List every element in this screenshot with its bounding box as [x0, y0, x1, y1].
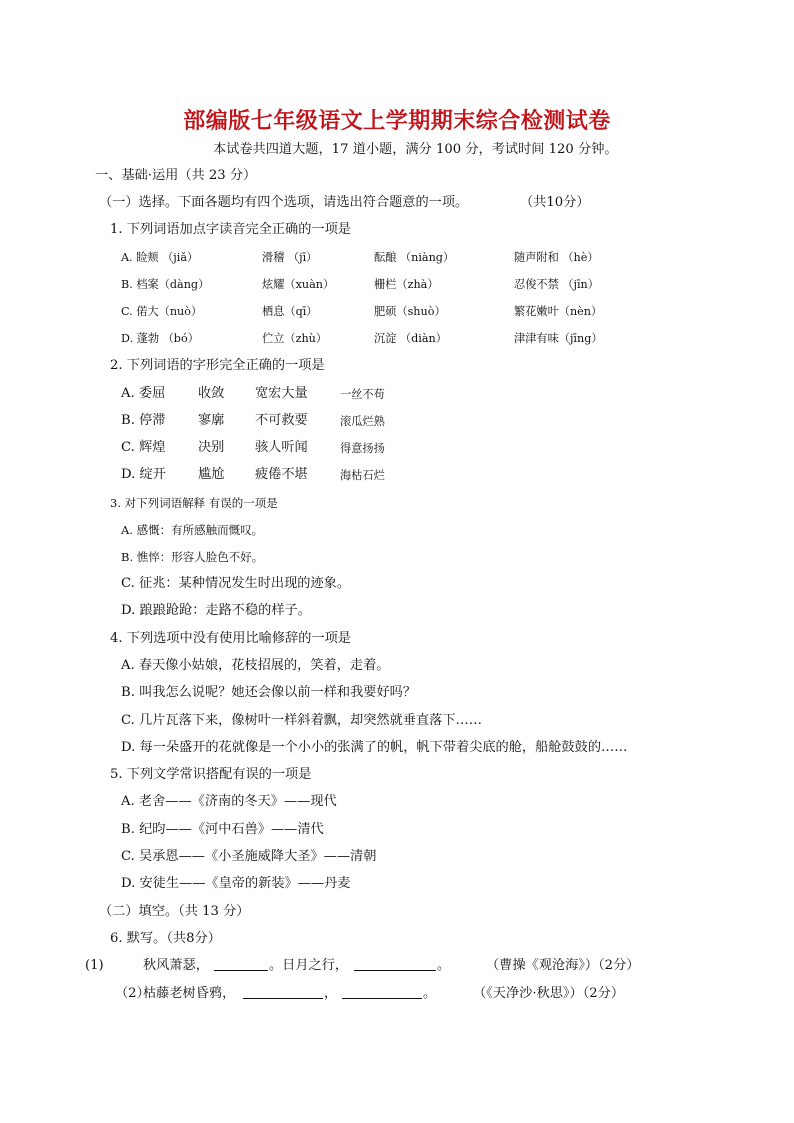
q6-blank[interactable] [243, 986, 323, 999]
q1-option-cell: A. 睑颊 （jiǎ） [121, 251, 199, 264]
q2-option-cell: 海枯石烂 [340, 469, 385, 482]
q2-option-cell: A. 委屈 [121, 386, 166, 401]
q5-option: C. 吴承恩——《小圣施威降大圣》——清朝 [121, 849, 377, 864]
q5-option: B. 纪昀——《河中石兽》——清代 [121, 822, 324, 837]
q2-option-cell: C. 辉煌 [121, 440, 166, 455]
q6-line1-text-c: 。 [437, 958, 451, 973]
q6-line2-text-b: ， [324, 986, 338, 1001]
section2-heading: （二）填空。（共 13 分） [99, 904, 250, 919]
q3-stem: 3. 对下列词语解释 有误的一项是 [110, 496, 278, 510]
q1-option-cell: 炫耀（xuàn） [262, 278, 335, 291]
q2-option-cell: 得意扬扬 [340, 442, 385, 455]
q1-option-cell: 繁花嫩叶（nèn） [514, 305, 603, 318]
page-title: 部编版七年级语文上学期期末综合检测试卷 [183, 109, 611, 134]
q2-option-cell: 疲倦不堪 [255, 467, 308, 482]
q1-option-cell: B. 档案（dàng） [121, 278, 210, 291]
q2-option-cell: 决别 [198, 440, 225, 455]
q3-option: B. 憔悴：形容人脸色不好。 [121, 550, 264, 564]
q2-option-cell: B. 停滞 [121, 413, 166, 428]
q5-stem: 5. 下列文学常识搭配有误的一项是 [110, 767, 312, 782]
q5-option: D. 安徒生——《皇帝的新装》——丹麦 [121, 876, 351, 891]
q1-option-cell: 沉淀 （diàn） [374, 332, 447, 345]
q4-option: D. 每一朵盛开的花就像是一个小小的张满了的帆，帆下带着尖底的舱，船舱鼓鼓的…… [121, 740, 628, 755]
q1-option-cell: C. 偌大（nuò） [121, 305, 203, 318]
q1-stem: 1. 下列词语加点字读音完全正确的一项是 [110, 222, 351, 237]
q1-option-cell: 酝酿 （niàng） [374, 251, 455, 264]
q6-line1-text-a: 秋风萧瑟， [143, 958, 209, 973]
q2-option-cell: 寥廓 [198, 413, 225, 428]
q1-option-cell: 栖息（qī） [262, 305, 318, 318]
part1-heading: 一、基础·运用（共 23 分） [95, 168, 257, 183]
q6-blank[interactable] [214, 958, 268, 971]
q6-blank[interactable] [354, 958, 436, 971]
q6-line2-text-c: 。 [423, 986, 437, 1001]
q5-option: A. 老舍——《济南的冬天》——现代 [121, 794, 337, 809]
q6-line1-text-b: 。日月之行， [269, 958, 349, 973]
q6-line2-number: （2） [115, 986, 150, 1001]
q1-option-cell: 随声附和 （hè） [514, 251, 599, 264]
q2-option-cell: 宽宏大量 [255, 386, 308, 401]
q6-line1-source: （曹操《观沧海》）（2分） [486, 958, 640, 973]
q2-option-cell: D. 绽开 [121, 467, 166, 482]
q6-blank[interactable] [342, 986, 422, 999]
q1-option-cell: 忍俊不禁 （jīn） [514, 278, 599, 291]
q2-option-cell: 骇人听闻 [255, 440, 308, 455]
section1-heading: （一）选择。下面各题均有四个选项，请选出符合题意的一项。 [99, 195, 469, 210]
q3-option: C. 征兆：某种情况发生时出现的迹象。 [121, 576, 351, 591]
q1-option-cell: 栅栏（zhà） [374, 278, 439, 291]
section1-points: （共10分） [520, 195, 590, 210]
q4-option: A. 春天像小姑娘，花枝招展的，笑着，走着。 [121, 658, 390, 673]
q6-line1-number: (1) [85, 958, 104, 973]
q6-line2-text-a: 枯藤老树昏鸦， [143, 986, 236, 1001]
q1-option-cell: 津津有味（jīng） [514, 332, 603, 345]
q2-option-cell: 尴尬 [198, 467, 225, 482]
q4-option: C. 几片瓦落下来，像树叶一样斜着飘，却突然就垂直落下…… [121, 713, 482, 728]
q1-option-cell: D. 蓬勃 （bó） [121, 332, 199, 345]
q6-stem: 6. 默写。（共8分） [110, 931, 221, 946]
q2-option-cell: 一丝不苟 [340, 388, 385, 401]
q1-option-cell: 肥硕（shuò） [374, 305, 446, 318]
q4-stem: 4. 下列选项中没有使用比喻修辞的一项是 [110, 631, 351, 646]
q3-option: A. 感慨：有所感触而慨叹。 [121, 523, 264, 537]
q3-option: D. 踉踉跄跄：走路不稳的样子。 [121, 603, 311, 618]
q2-option-cell: 不可救要 [255, 413, 308, 428]
q1-option-cell: 滑稽 （jī） [262, 251, 318, 264]
q2-stem: 2. 下列词语的字形完全正确的一项是 [110, 358, 325, 373]
q1-option-cell: 伫立（zhù） [262, 332, 328, 345]
q2-option-cell: 收敛 [198, 386, 225, 401]
exam-intro: 本试卷共四道大题，17 道小题，满分 100 分，考试时间 120 分钟。 [213, 142, 618, 157]
q2-option-cell: 滚瓜烂熟 [340, 415, 385, 428]
q4-option: B. 叫我怎么说呢？她还会像以前一样和我要好吗？ [121, 685, 417, 700]
q6-line2-source: （《天净沙·秋思》）（2分） [473, 986, 625, 1001]
